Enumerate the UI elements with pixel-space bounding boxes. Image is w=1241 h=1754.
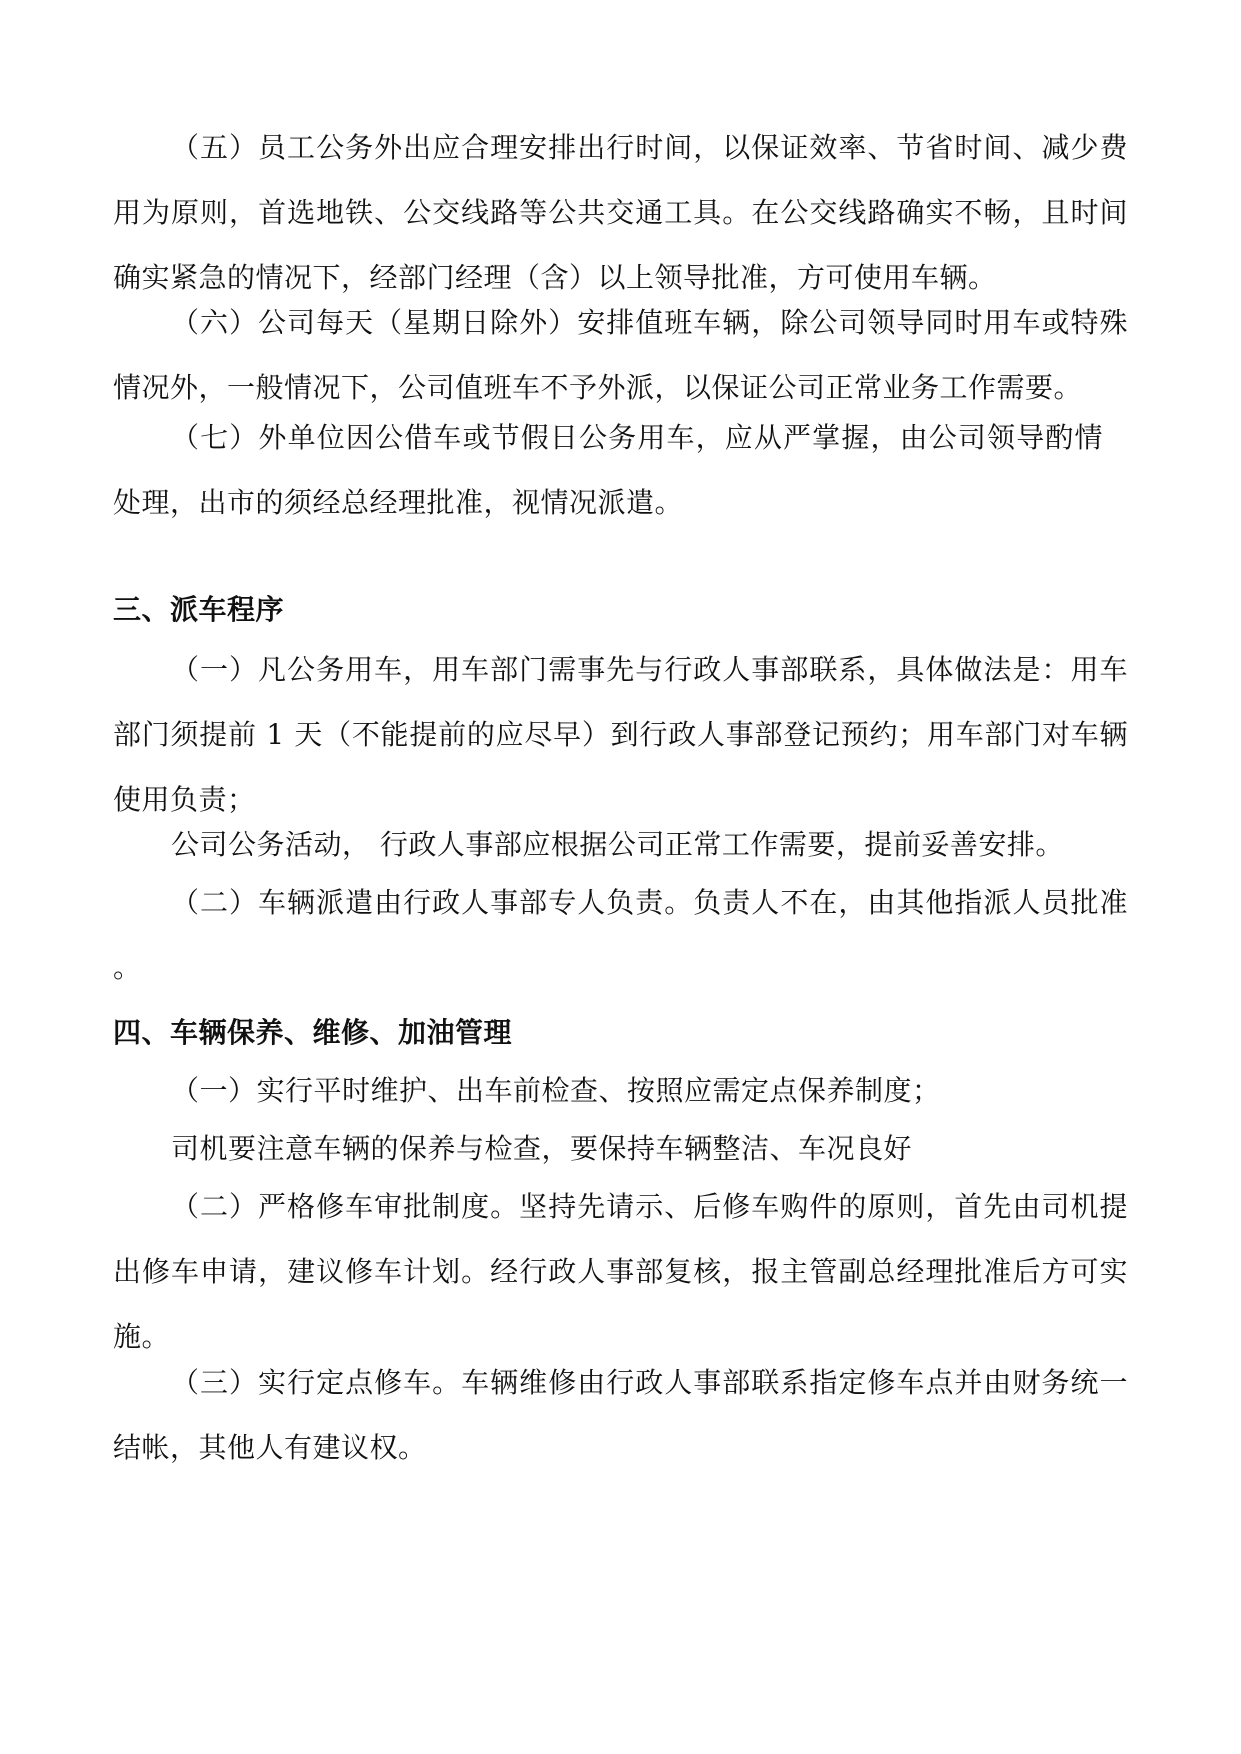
paragraph-maintenance-2: （二）严格修车审批制度。坚持先请示、后修车购件的原则，首先由司机提出修车申请，建议修车计划。经行政人事部复核，报主管副总经理批准后方可实施。 xyxy=(113,1190,1128,1353)
paragraph-maintenance-1: （一）实行平时维护、出车前检查、按照应需定点保养制度； xyxy=(171,1074,941,1107)
paragraph-maintenance-1b: 司机要注意车辆的保养与检查，要保持车辆整洁、车况良好 xyxy=(171,1132,913,1165)
paragraph-item-5: （五）员工公务外出应合理安排出行时间，以保证效率、节省时间、减少费用为原则，首选地铁、公交线路等公共交通工具。在公交线路确实不畅，且时间确实紧急的情况下，经部门经理（含）以上领导批准，方可使用车辆。 xyxy=(113,131,1128,294)
paragraph-item-6: （六）公司每天（星期日除外）安排值班车辆，除公司领导同时用车或特殊情况外，一般情况下，公司值班车不予外派，以保证公司正常业务工作需要。 xyxy=(113,306,1128,404)
section-heading-4: 四、车辆保养、维修、加油管理 xyxy=(113,1016,513,1049)
paragraph-dispatch-1: （一）凡公务用车，用车部门需事先与行政人事部联系，具体做法是：用车部门须提前 1 天（不能提前的应尽早）到行政人事部登记预约；用车部门对车辆使用负责； xyxy=(113,653,1128,816)
paragraph-dispatch-2: （二）车辆派遣由行政人事部专人负责。负责人不在，由其他指派人员批准 。 xyxy=(113,886,1128,984)
paragraph-dispatch-1b: 公司公务活动， 行政人事部应根据公司正常工作需要，提前妥善安排。 xyxy=(171,828,1064,861)
paragraph-maintenance-3: （三）实行定点修车。车辆维修由行政人事部联系指定修车点并由财务统一结帐，其他人有建议权。 xyxy=(113,1366,1128,1464)
section-heading-3: 三、派车程序 xyxy=(113,593,285,626)
paragraph-item-7: （七）外单位因公借车或节假日公务用车，应从严掌握，由公司领导酌情处理，出市的须经总经理批准，视情况派遣。 xyxy=(113,421,1103,519)
